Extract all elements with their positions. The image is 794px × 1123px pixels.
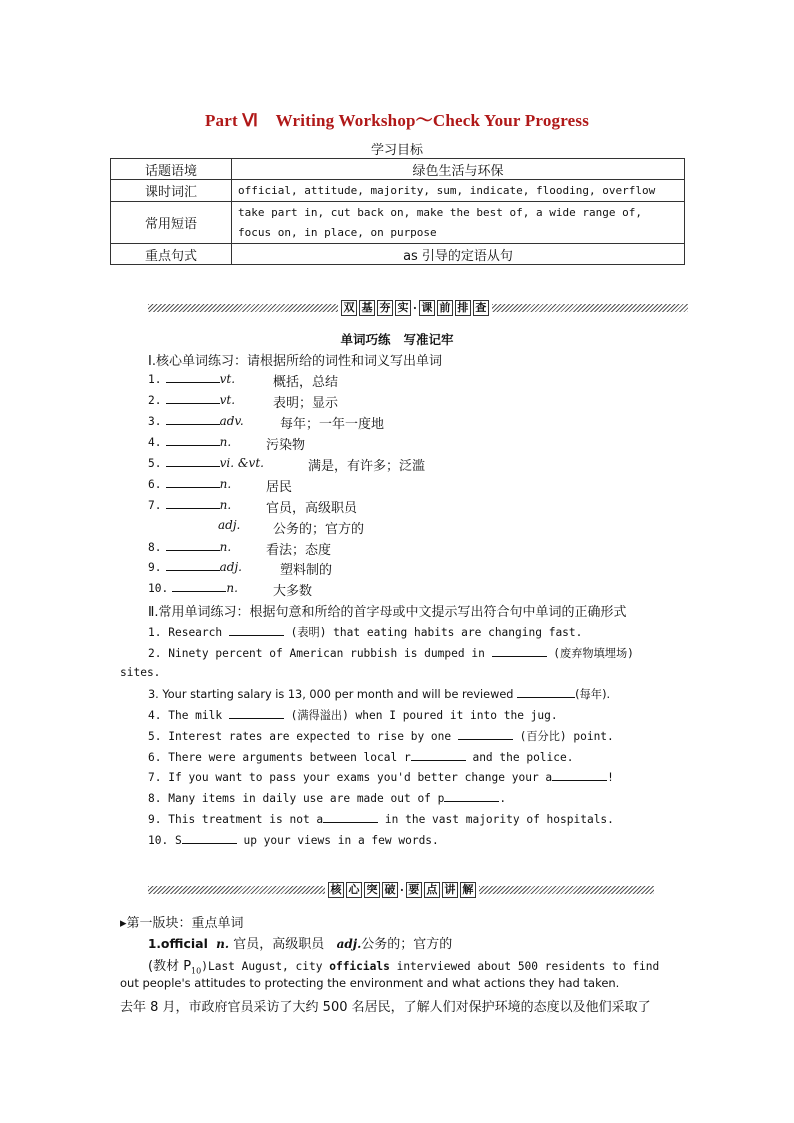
fill-in-sentence: 9. This treatment is not a in the vast majority of hospitals.	[148, 813, 614, 826]
fill-in-sentence: 1. Research (表明) that eating habits are changing fast.	[148, 626, 583, 639]
example-translation: 去年 8 月，市政府官员采访了大约 500 名居民，了解人们对保护环境的态度以及他们采取了	[120, 1000, 651, 1015]
part1-heading: Ⅰ.核心单词练习：请根据所给的词性和词义写出单词	[148, 354, 442, 369]
vocab-item: 7. n.	[148, 498, 232, 512]
vocab-item: 10. n.	[148, 581, 238, 595]
vocab-meaning: 表明；显示	[273, 396, 339, 411]
fill-in-sentence: 3. Your starting salary is 13, 000 per month and will be reviewed (每年).	[148, 688, 611, 701]
goal-row-sentence	[111, 244, 685, 265]
goal-value: as 引导的定语从句	[232, 244, 685, 265]
fill-in-sentence: 5. Interest rates are expected to rise by one (百分比) point.	[148, 730, 614, 743]
vocab-item: 1. vt.	[148, 372, 236, 386]
goal-row-phrases	[111, 202, 685, 244]
section-divider-basics	[148, 302, 688, 314]
divider-char: 讲	[442, 882, 458, 898]
learning-goals-caption: 学习目标	[370, 143, 423, 158]
divider-char: 前	[437, 300, 453, 316]
divider-char: 排	[455, 300, 471, 316]
vocab-meaning: 概括，总结	[273, 375, 339, 390]
divider-char: 突	[364, 882, 380, 898]
vocab-item: 4. n.	[148, 435, 232, 449]
learning-goals-table	[110, 158, 685, 265]
fill-in-sentence: 10. S up your views in a few words.	[148, 834, 439, 847]
vocab-item: 6. n.	[148, 477, 232, 491]
divider-char: 要	[406, 882, 422, 898]
divider-char: 夯	[377, 300, 393, 316]
fill-in-sentence: 8. Many items in daily use are made out of p .	[148, 792, 507, 805]
goal-row-topic	[111, 159, 685, 180]
vocab-meaning: 官员，高级职员	[266, 501, 358, 516]
goal-value: official, attitude, majority, sum, indicate, flooding, overflow	[232, 180, 685, 202]
goal-row-vocabulary	[111, 180, 685, 202]
divider-char: 解	[460, 882, 476, 898]
divider-char: 核	[328, 882, 344, 898]
vocab-pos: adj.	[218, 518, 241, 532]
goal-key: 话题语境	[111, 159, 232, 180]
fill-in-sentence-continuation: sites.	[120, 666, 161, 679]
vocab-meaning: 公务的；官方的	[273, 522, 365, 537]
goal-key: 课时词汇	[111, 180, 232, 202]
fill-in-sentence: 2. Ninety percent of American rubbish is dumped in (废弃物填埋场)	[148, 647, 634, 660]
example-sentence-line2: out people's attitudes to protecting the environment and what actions they had taken.	[120, 976, 620, 990]
section-divider-core	[148, 884, 654, 896]
vocab-meaning: 每年；一年一度地	[280, 417, 385, 432]
section-heading-word-practice: 单词巧练 写准记牢	[340, 332, 454, 347]
divider-char: 课	[419, 300, 435, 316]
goal-key: 常用短语	[111, 202, 232, 244]
vocab-meaning: 看法；态度	[266, 543, 332, 558]
vocab-meaning: 大多数	[273, 584, 313, 599]
goal-key: 重点句式	[111, 244, 232, 265]
vocab-item: 9. adj.	[148, 560, 242, 574]
divider-char: 基	[359, 300, 375, 316]
divider-char: 点	[424, 882, 440, 898]
block-heading: ▸第一版块：重点单词	[120, 916, 244, 931]
vocab-meaning: 塑料制的	[280, 563, 333, 578]
fill-in-sentence: 4. The milk (满得溢出) when I poured it into the jug.	[148, 709, 558, 722]
divider-char: 破	[382, 882, 398, 898]
part2-heading: Ⅱ.常用单词练习：根据句意和所给的首字母或中文提示写出符合句中单词的正确形式	[148, 605, 627, 620]
example-sentence: (教材 $P_{10})Last$ August, city officials interviewed about 500 residents to find	[148, 959, 660, 976]
goal-value: take part in, cut back on, make the best of, a wide range of, focus on, in place, on purpose	[232, 202, 685, 244]
page-title: Part Ⅵ Writing Workshop～Check Your Progress	[204, 111, 590, 130]
fill-in-sentence: 6. There were arguments between local r and the police.	[148, 751, 574, 764]
divider-char: 查	[473, 300, 489, 316]
vocab-item: 5. vi. &vt.	[148, 456, 264, 470]
goal-value: 绿色生活与环保	[232, 159, 685, 180]
divider-char: 双	[341, 300, 357, 316]
fill-in-sentence: 7. If you want to pass your exams you'd better change your a !	[148, 771, 614, 784]
word-entry: 1.official n. 官员，高级职员 adj.公务的；官方的	[148, 936, 453, 952]
vocab-meaning: 污染物	[266, 438, 306, 453]
divider-char: 心	[346, 882, 362, 898]
divider-separator: ·	[400, 883, 404, 897]
vocab-meaning: 满是，有许多；泛滥	[308, 459, 426, 474]
divider-separator: ·	[413, 301, 417, 315]
divider-char: 实	[395, 300, 411, 316]
vocab-meaning: 居民	[266, 480, 293, 495]
vocab-item: 8. n.	[148, 540, 232, 554]
vocab-item: 3. adv.	[148, 414, 244, 428]
vocab-item: 2. vt.	[148, 393, 236, 407]
